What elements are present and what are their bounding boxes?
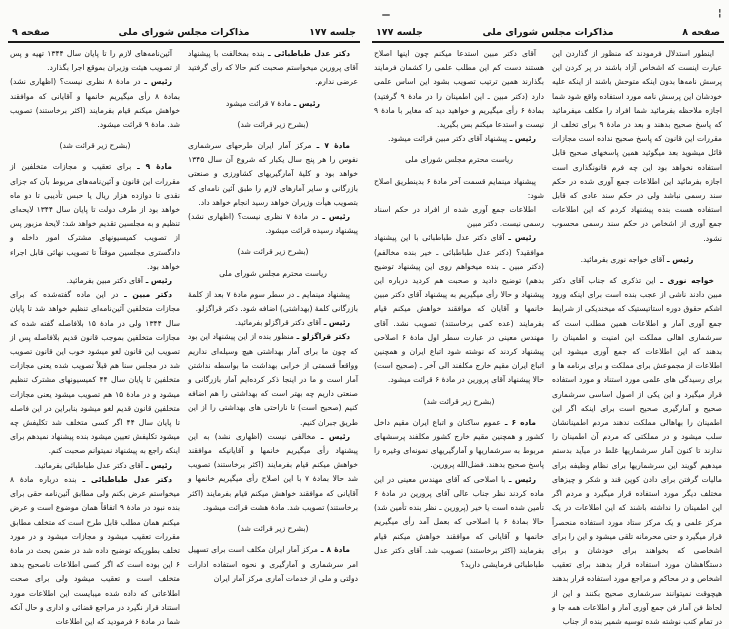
paragraph: [552, 47, 722, 246]
speaker-name: رئیس ـ: [291, 98, 320, 108]
paragraph-text: پیشنهاد آقای دکتر مبین قرائت میشود.: [388, 134, 508, 144]
page-header: [372, 27, 724, 41]
paragraph: [10, 459, 180, 473]
paragraph-text: (بشرح زیر قرائت شد): [59, 141, 131, 151]
paragraph: [374, 132, 544, 146]
header-rule: [372, 41, 724, 43]
paragraph-text: بنده بمخالفت با پیشنهاد آقای پرورین میخواستم صحبت کنم حالا که رأی گرفتید عرضی ندارم.: [188, 49, 358, 87]
speaker-name: رئیس ـ: [140, 77, 172, 87]
paragraph-text: مخالفی نیست (اظهاری نشد) به این پیشنهاد رأی میگیریم خانمها و آقایانیکه موافقند خواهش میکنم قیام بفرمایند (اکثر برخاستند) تصویب شد حالا بمادهٔ ۷ با این اصلاح رأی میگیریم خانمها و آقایانی که موافقند خواهش میکنم قیام بفرمایند (اکثر برخاستند) تصویب شد. مادهٔ هشت قرائت میشود.: [188, 431, 359, 512]
paragraph-text: آقای دکتر قراگزلو بفرمائید.: [235, 318, 322, 328]
paragraph-text: ریاست محترم مجلس شورای ملی: [219, 268, 327, 278]
paragraph: [10, 160, 180, 274]
paragraph-text: آقای خواجه نوری بفرمائید.: [580, 254, 665, 264]
paragraph: [10, 75, 180, 132]
paragraph: [10, 473, 180, 629]
right-page: [372, 0, 724, 626]
text-column-right: [552, 47, 722, 629]
paragraph-text: ریاست محترم مجلس شورای ملی: [405, 155, 513, 165]
paragraph-text: (بشرح زیر قرائت شد): [237, 524, 309, 534]
paragraph-text: برای تعقیب و مجازات متخلفین از مقررات این قانون و آئین‌نامه‌های مربوط بآن که جزای نقدی تا دوازده هزار ریال یا حبس تأدیبی تا دو ماه خواهد بود از طرف دولت تا پایان سال ۱۳۴۴ لایحه‌ای تنظیم و به مجلسین تقدیم خواهد شد: لایحهٔ مزبور پس از تصویب کمیسیونهای مشترک امور داخله و دادگستری مجلسین موقتاً تا تصویب نهائی قابل اجراء خواهد بود.: [10, 162, 180, 271]
paragraph-text: در مادهٔ ۸ نظری نیست؟ (اظهاری نشد) بمادهٔ ۸ رأی میگیریم خانمها و آقایانی که موافقند خواهش میکنم قیام بفرمایند (اکثر برخاستند) تصویب شد. مادهٔ ۹ قرائت میشود.: [10, 77, 181, 130]
speaker-name: دکتر عدل طباطبائی ـ: [76, 474, 172, 484]
paragraph-text: مادهٔ ۷ قرائت میشود: [226, 98, 292, 108]
paragraph-text: (بشرح زیر قرائت شد): [423, 396, 495, 406]
paragraph-text: مرکز آمار ایران طرحهای سرشماری نفوس را هر پنج سال یکبار که شروع آن سال ۱۳۴۵ خواهد بود و کلیهٔ آمارگیریهای کشاورزی و صنعتی بازرگانی و سایر آمارهای لازم را طبق آئین نامه‌ای که بتصویب هیأت وزیران خواهد رسید انجام خواهد داد.: [188, 141, 358, 207]
speaker-name: خواجه نوری ـ: [655, 276, 714, 286]
paragraph-text: با اصلاحی که آقای مهندس معینی در این ماده کردند نظر جناب عالی آقای پرورین در مادهٔ ۶ تأمین شده است یا خیر (پرورین ـ نظر بنده تأمین شد) حالا بمادهٔ ۶ با اصلاحی که بعمل آمد رأی میگیریم خانمها و آقایانی که موافقند خواهش میکنم قیام بفرمایند (اکثر برخاستند) تصویب شد. آقای دکتر عدل طباطبائی فرمایشی دارید؟: [374, 474, 544, 569]
paragraph: [374, 175, 544, 203]
paragraph: [374, 231, 544, 387]
speaker-name: رئیس ـ: [504, 233, 536, 243]
page-title: مذاکرات مجلس شورای ملی: [118, 27, 250, 38]
paragraph-text: این تذکری که جناب آقای دکتر مبین دادند ناشی از عجب بنده است برای اینکه ورود اشکم حقوق دوره استاتیستیک که میخندیکی از شرایط جمع آوری آمار و اطلاعات همین مطلب است که سرشماری اهالی مملکت این امنیت و اطمینان را بدهند که این اطلاعات که جمع آوری میشود این اطلاعات از مجموعش برای مملکت و برای برنامه ها و برای رسیدگی های علمی مورد استناد و مورد استفاده قرار میگیرد و این یکی از اصول اساسی سرشماری صحیح و آمارگیری صحیح است برای اینکه اگر این اطمینان را بهاهالی مملکت ندهند مردم اطمینانشان سلب میشود و در مملکتی که مردم آن اطمینان را ندارند تا کنون آمار سرشماریها غلط در میآید بدستم میدهیم گویند این سرشماریها برای نظام وظیفه برای مالیات گرفتن برای دادن کوپن قند و شکر و چیزهای مختلف دیگر مورد استفاده قرار میگیرد و مردم اگر این اطمینان را نداشته باشند که این اطلاعات در یک مرکز علمی و یک مرکز ستاد مورد استفاده منحصراً قرار میگیرد و حتی محرمانه تلقی میشود و این را برای اشخاصی که بخواهند برای خودشان و برای دستگاهشان مورد استفاده قرار بدهند برای تعقیب اشخاص و در محاکم و مراجع مورد استفاده قرار بدهند هیچوقت نمیتوانند سرشماری صحیح بکنند و این از لحاظ فن آمار فن جمع آوری آمار و اطلاعات همه جا و در تمام کتب نوشته شده توسیه شمیر بنده از جناب: [552, 276, 722, 626]
centered-note: [188, 118, 358, 132]
paragraph: [374, 473, 544, 572]
page-number: صفحه ۸: [682, 27, 720, 38]
paragraph-text: مرکز آمار ایران مکلف است برای تسهیل امر سرشماری و آمارگیری و نحوه استفاده ادارات دولتی و ملی از خدمات آماری مرکز آمار ایران: [188, 545, 358, 583]
speaker-name: مادهٔ ۷ ـ: [311, 141, 351, 151]
paragraph-text: آئین‌نامه‌های لازم را تا پایان سال ۱۳۴۴ تهیه و پس از تصویب هیئت وزیران بموقع اجرا بگذارد.: [10, 49, 180, 73]
paragraph: [10, 288, 180, 458]
paragraph: [188, 430, 358, 515]
paragraph: [188, 47, 358, 90]
paragraph: [188, 288, 358, 316]
session-label: جلسه ۱۷۷: [309, 27, 356, 38]
centered-note: [188, 245, 358, 259]
paragraph-text: در این ماده گفته‌شده که برای مجازات متخلفین آئین‌نامه‌ای تنظیم خواهد شد تا پایان سال ۱۳۴۴ ولی در مادهٔ ۱۵ بلافاصله گفته شده که مجازات متخلفین بموجب قانون قدیم بلافاصله پس از تصویب این قانون لغو میشود خوب این قانون تصویب شد در مجلس سنا هم قبلاً تصویب شده یعنی مجازات متخلفین تا پایان سال ۴۴ کمیسیونهای مشترک تنظیم میشود و در مادهٔ ۱۵ هم تصویب میشود یعنی مجازات متخلفین قانون قدیم لغو میشود بنابراین در این فاصله تا پایان سال ۴۴ اگر کسی متخلف شد تکلیفش چه میشود تکلیفش تعیین میشود بنده پیشنهاد نمیدهم برای اینکه راجع به پیشنهاد نمیتوانم صحبت کنم.: [10, 290, 180, 456]
paragraph-text: منظور بنده از این پیشنهاد این بود که چون ما برای آمار بهداشتی هیچ وسیله‌ای نداریم وواقعاً قسمتی از خرابی بهداشت ما بواسطه نداشتن آمار است و ما در اینجا ذکر کرده‌ایم آمار بازرگانی و صنعتی داریم چه بهتر است که بهداشتی را هم اضافه کنیم (صحیح است) تا ناراحتی های بهداشتی را از این طریق جبران کنیم.: [188, 332, 358, 427]
page-header: [8, 27, 360, 41]
speaker-name: مادهٔ ۸ ـ: [317, 545, 351, 555]
paragraph-text: آقای دکتر مبین استدعا میکنم چون اینها اصلاح هستند دست کم این مطلب علمی را کشمان فرمایند بگذارند همین ترتیب تصویب بشود این اساس علمی دارد (دکتر مبین ـ این اطمینان را در مادهٔ ۹ گرفتید) بمادهٔ ۶ رأی میگیریم و خواهید دید که مغایر با مادهٔ ۹ نیست و استدعا میکنم بس بگیرید.: [374, 49, 545, 130]
paragraph: [374, 47, 544, 132]
paragraph: [188, 316, 358, 330]
paragraph-text: پیشنهاد مینمایم قسمت آخر مادهٔ ۶ بدینطریق اصلاح شود:: [374, 176, 544, 200]
session-label: جلسه ۱۷۷: [376, 27, 423, 38]
paragraph: [10, 274, 180, 288]
centered-note: [552, 253, 722, 267]
paragraph-text: عموم ساکنان و اتباع ایران مقیم داخل کشور و همچنین مقیم خارج کشور مکلفند پرسشهای مربوط به سرشماریها و آمارگیریهای نمونه‌ای وغیره را پاسخ صحیح بدهند. فضل‌الله پرورین.: [374, 417, 544, 470]
paragraph: [188, 210, 358, 238]
centered-note: [10, 139, 180, 153]
paragraph-text: در مادهٔ ۷ نظری نیست؟ (اظهاری نشد) پیشنهاد رسیده قرائت میشود.: [188, 212, 358, 236]
paragraph-text: اطلاعات جمع آوری شده از افراد در حکم اسناد رسمی نیست. دکتر مبین: [374, 205, 544, 229]
speaker-name: رئیس ـ: [318, 212, 350, 222]
speaker-name: رئیس ـ: [664, 254, 694, 264]
speaker-name: رئیس ـ: [505, 474, 536, 484]
speaker-name: دکتر قراگزلو ـ: [293, 332, 351, 342]
paragraph: [188, 139, 358, 210]
centered-note: [374, 153, 544, 167]
paragraph-text: اینطور استدلال فرمودند که منظور از گذاردن این عبارت اینست که اشخاص آزاد باشند در پر کردن این پرسش نامه‌ها بدون اینکه متوحش باشند از اینکه علیه خودشان این پرسش نامه مورد استفاده واقع شود شما اجازه ملاحظه بفرمائید شما افراد را مکلف میفرمائید که پاسخ صحیح بدهند و بعد در مادهٔ ۹ برای تخلف از مقررات این قانون که پاسخ صحیح نداده است مجازات قائل میشوید بعد میگوئید همین پاسخهای صحیح قابل استفاده نخواهد بود این چه فرم قانونگذاری است اجازه بفرمائید این اطلاعات جمع آوری شده در حکم سند رسمی نباشد ولی در حکم سند عادی که قابل استفاده هست بنده پیشنهاد کردم که این اطلاعات جمع آوری از اشخاص در حکم سند رسمی محسوب نشود.: [552, 49, 723, 243]
paragraph: [188, 543, 358, 586]
paragraph-text: بنده درباره مادهٔ ۸ میخواستم عرض بکنم ولی مطابق آئین‌نامه حقی برای بنده نبود در مادهٔ ۹ اتفاقاً همان موضوع است و عرض میکنم همان مطلب قابل طرح است که متخلف مطابق مقررات تعقیب میشود و مجازات میشود و در مورد تخلف بطوریکه توضیح داده شد در ضمن بحث در مادهٔ ۶ این بوده است که اگر کسی اطلاعات ناصحیح بدهد متخلف است و تعقیب میشود ولی برای صحت اطلاعاتی که داده شده میبایست این اطلاعات مورد استناد قرار نگیرد در مراجع قضائی و اداری و حال آنکه شما در مادهٔ ۶ فرمودید که این اطلاعات: [10, 474, 181, 626]
speaker-name: دکتر مبین ـ: [118, 290, 172, 300]
speaker-name: مادهٔ ۹ ـ: [131, 162, 172, 172]
paragraph-text: پیشنهاد مینمایم ـ در سطر سوم مادهٔ ۷ بعد از کلمهٔ بازرگانی کلمهٔ (بهداشتی) اضافه شود. دکتر قراگزلو.: [188, 289, 358, 314]
speaker-name: رئیس ـ: [315, 431, 350, 441]
page-title: مذاکرات مجلس شورای ملی: [482, 27, 614, 38]
paragraph-text: (بشرح زیر قرائت شد): [237, 247, 309, 257]
paragraph: [374, 203, 544, 231]
speaker-name: رئیس ـ: [143, 460, 172, 470]
speaker-name: ماده ۶ ـ: [500, 417, 537, 427]
centered-note: [188, 97, 358, 111]
paragraph: [552, 274, 722, 629]
paragraph: [374, 416, 544, 473]
paragraph-text: آقای دکتر مبین بفرمائید.: [66, 276, 144, 286]
left-page: [8, 0, 360, 626]
centered-note: [374, 395, 544, 409]
paragraph-text: (بشرح زیر قرائت شد): [237, 119, 309, 129]
centered-note: [188, 522, 358, 536]
speaker-name: رئیس ـ: [507, 134, 536, 144]
page-number: صفحه ۹: [12, 27, 50, 38]
scan-artifact-speck: [382, 14, 390, 16]
header-rule: [8, 41, 360, 43]
text-column-left: [374, 47, 544, 572]
scan-artifact-mark: ¦: [718, 8, 722, 19]
speaker-name: رئیس ـ: [143, 276, 172, 286]
text-column-left: [10, 47, 180, 629]
centered-note: [188, 267, 358, 281]
paragraph-text: آقای دکتر عدل طباطبائی بفرمائید.: [34, 460, 144, 470]
speaker-name: دکتر عدل طباطبائی ـ: [264, 49, 350, 58]
paragraph-text: آقای دکتر عدل طباطبائی با این پیشنهاد موافقید؟ (دکتر عدل طباطبائی ـ خیر بنده مخالفم) (دکتر مبین ـ بنده میخواهم روی این پیشنهاد توضیح بدهم) توضیح دادید و صحبت هم کردید درباره این پیشنهاد و حالا رأی میگیریم به پیشنهاد آقای دکتر مبین خانمها و آقایان که موافقند خواهش میکنم قیام بفرمایند (عده کمی برخاستند) تصویب نشد. آقای مهندس معینی در عبارت سطر اول مادهٔ ۶ اصلاحی پیشنهاد کردند که نوشته شود اتباع ایران و همچنین اتباع ایران مقیم خارج مکلفند الی آخر ـ (صحیح است) حالا پیشنهاد آقای پرورین در مادهٔ ۶ قرائت میشود.: [374, 233, 544, 385]
text-column-right: [188, 47, 358, 586]
paragraph: [10, 47, 180, 75]
speaker-name: رئیس ـ: [321, 318, 350, 328]
paragraph: [188, 330, 358, 429]
